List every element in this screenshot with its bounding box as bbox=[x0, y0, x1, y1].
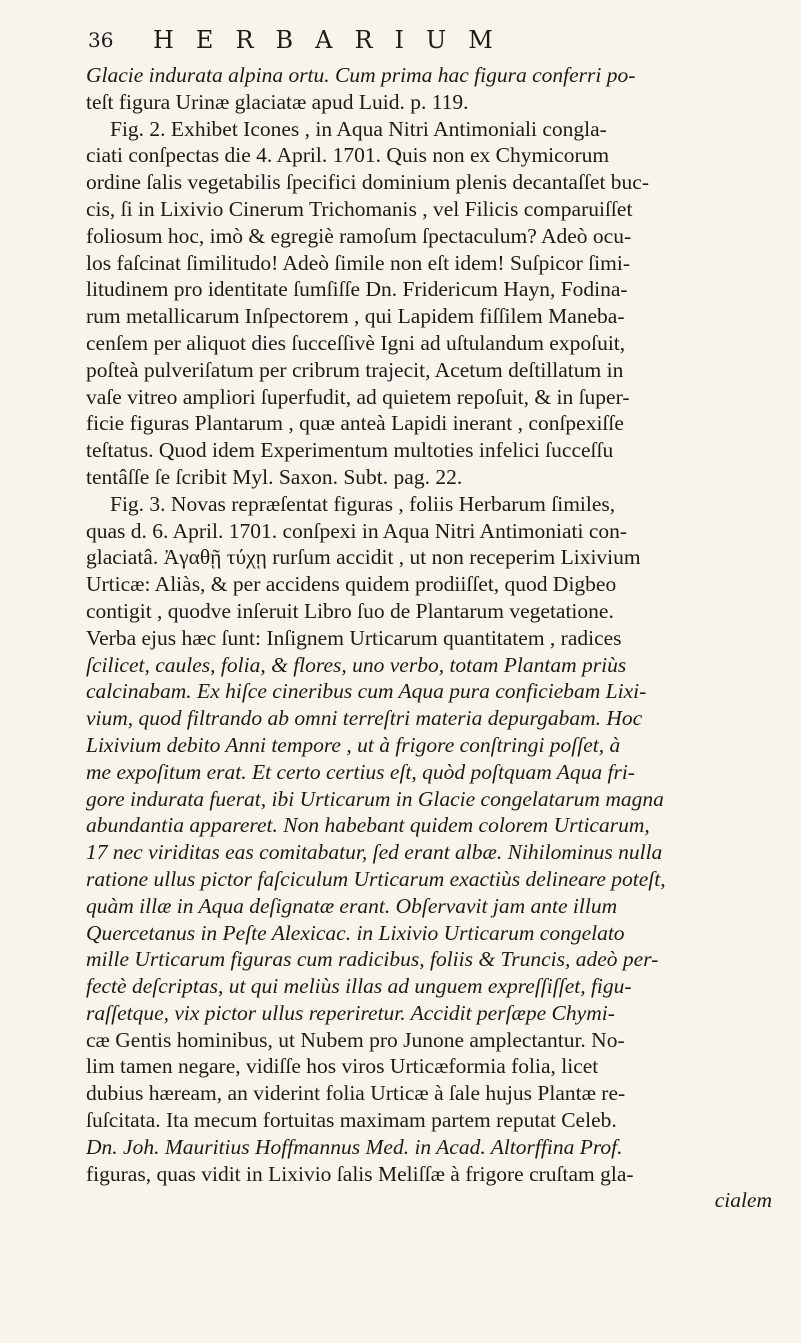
running-title: HERBARIUM bbox=[153, 26, 515, 54]
text-line: mille Urticarum figuras cum radicibus, foliis & Truncis, adeò per- bbox=[86, 947, 659, 972]
text-line: fectè deſcriptas, ut qui meliùs illas ad unguem expreſſiſſet, figu- bbox=[86, 974, 632, 999]
text-line: Urticæ: Aliàs, & per accidens quidem prodiiſſet, quod Digbeo bbox=[86, 572, 617, 597]
text-line: Fig. 3. Novas repræſentat figuras , foliis Herbarum ſimiles, bbox=[110, 491, 616, 516]
text-line: vium, quod filtrando ab omni terreſtri materia depurgabam. Hoc bbox=[86, 706, 643, 731]
text-line: Verba ejus hæc ſunt: Inſignem Urticarum quantitatem , radices bbox=[86, 625, 622, 650]
text-line: teſt figura Urinæ glaciatæ apud Luid. p. 119. bbox=[86, 89, 469, 114]
text-line: los faſcinat ſimilitudo! Adeò ſimile non eſt idem! Suſpicor ſimi- bbox=[86, 250, 630, 275]
text-line: cis, ſi in Lixivio Cinerum Trichomanis , vel Filicis comparuiſſet bbox=[86, 196, 633, 221]
text-line: vaſe vitreo ampliori ſuperfudit, ad quietem repoſuit, & in ſuper- bbox=[86, 384, 630, 409]
text-line: quàm illæ in Aqua deſignatæ erant. Obſervavit jam ante illum bbox=[86, 893, 618, 918]
text-line: teſtatus. Quod idem Experimentum multoties infelici ſucceſſu bbox=[86, 438, 614, 463]
text-line: quas d. 6. April. 1701. conſpexi in Aqua Nitri Antimoniati con- bbox=[86, 518, 628, 543]
text-line: figuras, quas vidit in Lixivio ſalis Meliſſæ à frigore cruſtam gla- bbox=[86, 1161, 634, 1186]
text-line: ſuſcitata. Ita mecum fortuitas maximam partem reputat Celeb. bbox=[86, 1108, 617, 1133]
text-line: Fig. 2. Exhibet Icones , in Aqua Nitri Antimoniali congla- bbox=[110, 116, 607, 141]
text-line: Quercetanus in Peſte Alexicac. in Lixivio Urticarum congelato bbox=[86, 920, 625, 945]
text-line: cialem bbox=[714, 1188, 772, 1213]
text-line: rum metallicarum Inſpectorem , qui Lapidem fiſſilem Maneba- bbox=[86, 304, 625, 329]
text-line: cenſem per aliquot dies ſucceſſivè Igni ad uſtulandum expoſuit, bbox=[86, 330, 626, 355]
text-line: ordine ſalis vegetabilis ſpecifici dominium plenis decantaſſet buc- bbox=[86, 170, 650, 195]
text-line: glaciatâ. Ἀγαθῇ τύχῃ rurſum accidit , ut non receperim Lixivium bbox=[86, 545, 641, 570]
text-line: ſcilicet, caules, folia, & flores, uno verbo, totam Plantam priùs bbox=[86, 652, 627, 677]
text-line: raſſetque, vix pictor ullus reperiretur. Accidit perſæpe Chymi- bbox=[86, 1000, 615, 1025]
text-line: foliosum hoc, imò & egregiè ramoſum ſpectaculum? Adeò ocu- bbox=[86, 223, 632, 248]
page-header bbox=[88, 26, 768, 60]
text-line: poſteà pulveriſatum per cribrum trajecit, Acetum deſtillatum in bbox=[86, 357, 624, 382]
text-line: me expoſitum erat. Et certo certius eſt, quòd poſtquam Aqua fri- bbox=[86, 759, 635, 784]
text-line: dubius hæream, an viderint folia Urticæ à ſale hujus Plantæ re- bbox=[86, 1081, 626, 1106]
text-line: gore indurata fuerat, ibi Urticarum in Glacie congelatarum magna bbox=[86, 786, 664, 811]
text-line: calcinabam. Ex hiſce cineribus cum Aqua pura conficiebam Lixi- bbox=[86, 679, 647, 704]
text-line: abundantia appareret. Non habebant quidem colorem Urticarum, bbox=[86, 813, 650, 838]
text-line: lim tamen negare, vidiſſe hos viros Urticæformia folia, licet bbox=[86, 1054, 599, 1079]
text-line: Glacie indurata alpina ortu. Cum prima hac figura conferri po- bbox=[86, 63, 636, 87]
text-line: cæ Gentis hominibus, ut Nubem pro Junone amplectantur. No- bbox=[86, 1027, 625, 1052]
text-line: ciati conſpectas die 4. April. 1701. Quis non ex Chymicorum bbox=[86, 143, 610, 168]
page-number: 36 bbox=[88, 28, 114, 52]
text-line: tentâſſe ſe ſcribit Myl. Saxon. Subt. pag. 22. bbox=[86, 464, 463, 489]
text-line: ratione ullus pictor faſciculum Urticarum exactiùs delineare poteſt, bbox=[86, 866, 666, 891]
text-line: Dn. Joh. Mauritius Hoffmannus Med. in Acad. Altorffina Prof. bbox=[86, 1134, 623, 1159]
body-text bbox=[86, 62, 778, 1214]
text-line: contigit , quodve inſeruit Libro ſuo de Plantarum vegetatione. bbox=[86, 598, 614, 623]
text-line: 17 nec viriditas eas comitabatur, ſed erant albæ. Nihilominus nulla bbox=[86, 840, 663, 865]
text-line: litudinem pro identitate ſumſiſſe Dn. Fridericum Hayn, Fodina- bbox=[86, 277, 628, 302]
text-line: Lixivium debito Anni tempore , ut à frigore conſtringi poſſet, à bbox=[86, 732, 621, 757]
text-line: ficie figuras Plantarum , quæ anteà Lapidi inerant , conſpexiſſe bbox=[86, 411, 624, 436]
